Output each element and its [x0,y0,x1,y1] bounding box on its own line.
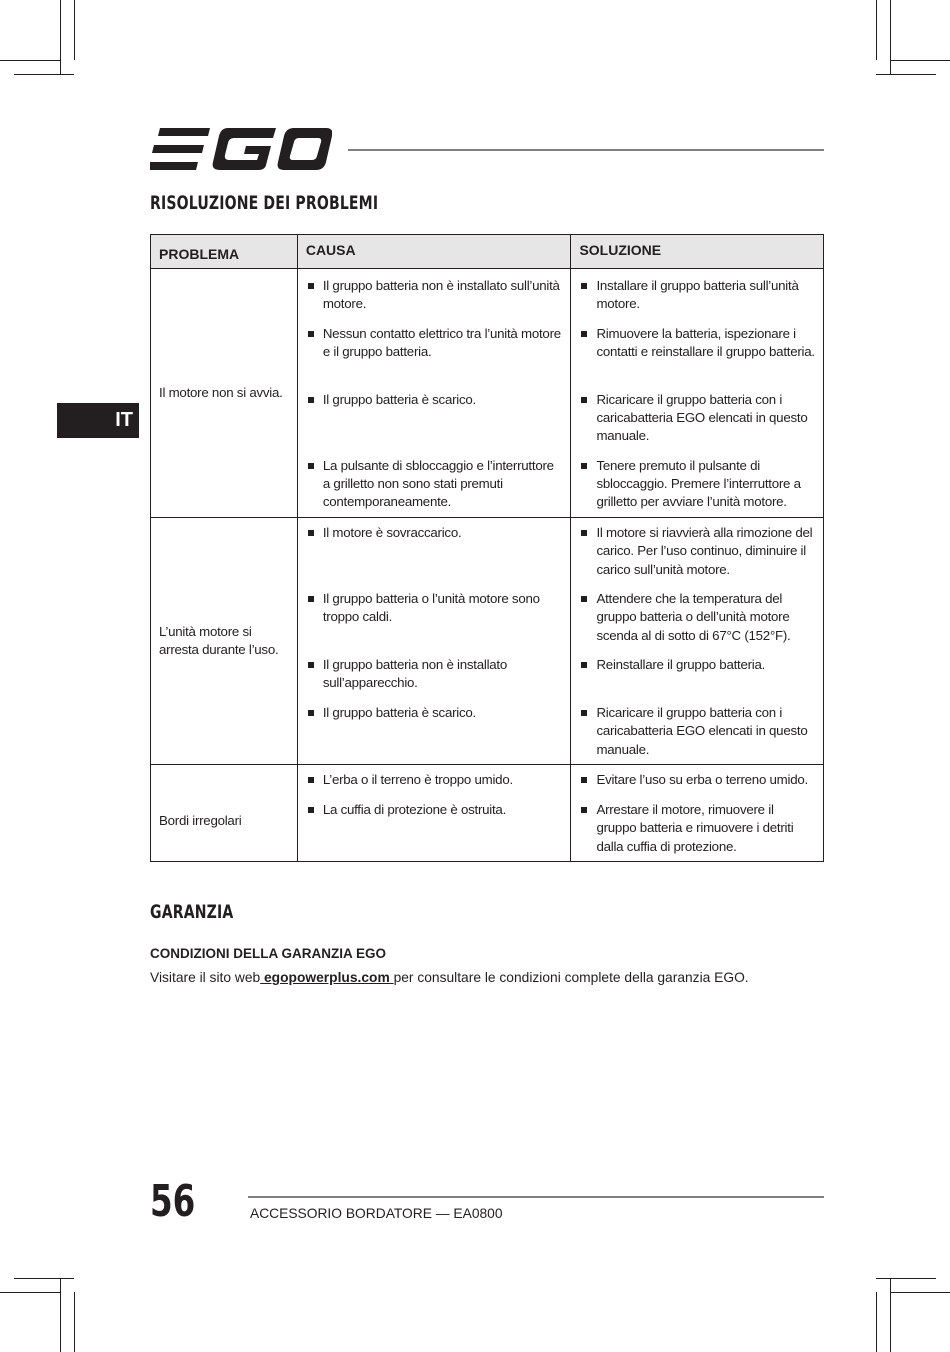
warranty-subtitle: CONDIZIONI DELLA GARANZIA EGO [150,946,386,961]
solution-cell [571,451,824,518]
ego-logo [150,128,332,170]
cause-cell [297,451,571,518]
cause-cell [297,269,571,319]
crop-mark [60,1278,61,1352]
cause-cell [297,650,571,698]
solution-item: Tenere premuto il pulsante di sbloccaggio. Premere l’interruttore a grilletto per avviare l’unità motore. [580,457,815,512]
warranty-text-before: Visitare il sito web [150,970,261,985]
solution-cell [571,518,824,584]
language-tab: IT [57,403,139,438]
crop-mark [890,1292,950,1293]
logo-text: EGO [150,128,153,129]
problem-cell: Bordi irregolari [151,765,298,861]
solution-item: Installare il gruppo batteria sull’unità motore. [580,277,815,314]
crop-mark [890,60,950,61]
cause-cell [297,518,571,584]
footer-product: ACCESSORIO BORDATORE — EA0800 [250,1206,503,1221]
solution-cell [571,650,824,698]
crop-mark [0,60,60,61]
solution-cell [571,765,824,795]
cause-item: Il motore è sovraccarico. [307,524,563,542]
footer-rule [248,1196,824,1198]
cause-item: Il gruppo batteria è scarico. [307,391,563,409]
crop-mark [14,1278,74,1279]
solution-cell [571,385,824,451]
crop-mark [876,1292,877,1352]
solution-item: Reinstallare il gruppo batteria. [580,656,815,674]
cause-item: Il gruppo batteria non è installato sull’apparecchio. [307,656,563,693]
solution-item: Evitare l’uso su erba o terreno umido. [580,771,815,789]
solution-cell [571,269,824,319]
cause-cell [297,584,571,650]
header-rule [348,149,824,151]
table-header-row [151,235,824,269]
solution-item: Ricaricare il gruppo batteria con i caricabatteria EGO elencati in questo manuale. [580,704,815,759]
crop-mark [74,0,75,60]
page-number: 56 [150,1176,196,1227]
cause-item: Il gruppo batteria non è installato sull’unità motore. [307,277,563,314]
cause-cell [297,698,571,765]
solution-item: Il motore si riavvierà alla rimozione del carico. Per l’uso continuo, diminuire il carico sull’unità motore. [580,524,815,579]
cause-cell [297,765,571,795]
solution-item: Rimuovere la batteria, ispezionare i contatti e reinstallare il gruppo batteria. [580,325,815,362]
header-solution: SOLUZIONE [571,235,824,269]
cause-item: Nessun contatto elettrico tra l’unità motore e il gruppo batteria. [307,325,563,362]
solution-cell [571,584,824,650]
solution-item: Attendere che la temperatura del gruppo batteria o dell’unità motore scenda al di sotto di 67°C (152°F). [580,590,815,645]
cause-item: La pulsante di sbloccaggio e l’interruttore a grilletto non sono stati premuti contemporaneamente. [307,457,563,512]
cause-item: Il gruppo batteria è scarico. [307,704,563,722]
warranty-text-after: per consultare le condizioni complete della garanzia EGO. [393,970,749,985]
warranty-title: GARANZIA [150,901,234,923]
crop-mark [60,0,61,74]
crop-mark [890,0,891,74]
header-cause: CAUSA [297,235,571,269]
cause-cell [297,795,571,861]
solution-cell [571,795,824,861]
problem-cell: Il motore non si avvia. [151,269,298,518]
warranty-text [150,970,749,985]
table-row [151,518,824,584]
cause-item: La cuffia di protezione è ostruita. [307,801,563,819]
cause-item: Il gruppo batteria o l’unità motore sono troppo caldi. [307,590,563,627]
crop-mark [876,74,936,75]
crop-mark [74,1292,75,1352]
crop-mark [876,1278,936,1279]
problem-cell: L’unità motore si arresta durante l’uso. [151,518,298,765]
solution-cell [571,698,824,765]
header-problem: PROBLEMA [151,235,298,269]
troubleshooting-title: RISOLUZIONE DEI PROBLEMI [150,192,379,214]
cause-cell [297,385,571,451]
table-row [151,269,824,319]
cause-item: L’erba o il terreno è troppo umido. [307,771,563,789]
crop-mark [0,1292,60,1293]
table-row [151,765,824,795]
troubleshooting-table [150,234,824,862]
solution-item: Arrestare il motore, rimuovere il gruppo batteria e rimuovere i detriti dalla cuffia di protezione. [580,801,815,856]
crop-mark [14,74,74,75]
crop-mark [890,1278,891,1352]
solution-cell [571,319,824,385]
warranty-link[interactable]: egopowerplus.com [260,970,394,985]
cause-cell [297,319,571,385]
crop-mark [876,0,877,60]
solution-item: Ricaricare il gruppo batteria con i caricabatteria EGO elencati in questo manuale. [580,391,815,446]
